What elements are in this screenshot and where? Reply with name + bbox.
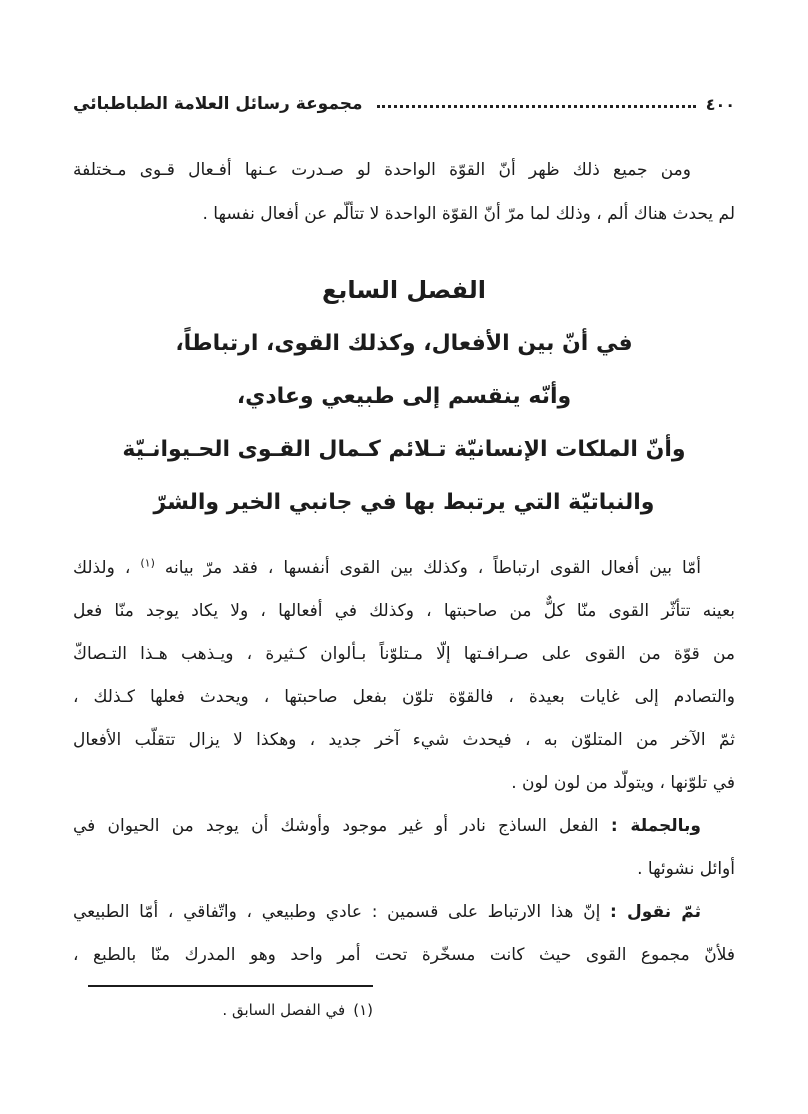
paragraph-lead: وبالجملة : [610, 816, 701, 836]
body-line: بعينه تتأثّر القوى منّا كلٌّ من صاحبتها ، وكذلك في أفعالها ، ولا يكاد يوجد منّا فعل [73, 601, 735, 621]
body-line: أوائل نشوئها . [637, 859, 735, 879]
paragraph-lead: ثمّ نقول : [610, 902, 702, 922]
paragraph [73, 547, 735, 805]
paragraph [73, 891, 735, 977]
intro-line: ومن جميع ذلك ظهر أنّ القوّة الواحدة لو صـدرت عـنها أفـعال قـوى مـختلفة [73, 160, 691, 180]
footnote-text: في الفصل السابق . [222, 1001, 346, 1019]
dot-leader [377, 105, 696, 108]
body-line: من قوّة من القوى على صـرافـتها إلّا مـتلوّناً بـألوان كـثيرة ، ويـذهب هـذا التـصاكّ [73, 644, 735, 664]
chapter-heading [73, 264, 735, 529]
body-line-text: ، ولذلك [73, 558, 131, 578]
chapter-title: الفصل السابع [321, 276, 486, 304]
body-line [73, 805, 735, 848]
body-line-text: أمّا بين أفعال القوى ارتباطاً ، وكذلك بين القوى أنفسها ، فقد مرّ بيانه [164, 558, 702, 578]
footnote [73, 997, 373, 1023]
body-line-text: الفعل الساذج نادر أو غير موجود وأوشك أن يوجد من الحيوان في [73, 816, 599, 836]
body-line: ثمّ الآخر من المتلوّن به ، فيحدث شيء آخر جديد ، وهكذا لا يزال تتقلّب الأفعال [73, 730, 735, 750]
footnote-block [73, 985, 373, 1023]
book-title: مجموعة رسائل العلامة الطباطبائي [73, 94, 363, 114]
page-number: ٤٠٠ [705, 95, 735, 114]
body-line [73, 547, 735, 590]
footnote-separator [88, 985, 373, 987]
body-text [73, 547, 735, 977]
intro-line: لم يحدث هناك ألم ، وذلك لما مرّ أنّ القوّة الواحدة لا تتألّم عن أفعال نفسها . [202, 204, 735, 224]
paragraph [73, 805, 735, 891]
footnote-reference: (١) [140, 556, 155, 570]
body-line [73, 891, 735, 934]
intro-paragraph [73, 148, 735, 236]
body-line: في تلوّنها ، ويتولّد من لون لون . [511, 773, 735, 793]
footnote-marker: (١) [353, 1001, 373, 1019]
chapter-subtitle-line: وأنّه ينقسم إلى طبيعي وعادي، [236, 384, 572, 409]
body-line: والتصادم إلى غايات بعيدة ، فالقوّة تلوّن بفعل صاحبتها ، ويحدث فعلها كـذلك ، [73, 687, 735, 707]
chapter-subtitle-line: وأنّ الملكات الإنسانيّة تـلائم كـمال القـوى الحـيوانـيّة [122, 437, 686, 462]
running-head [73, 0, 735, 114]
body-line-text: إنّ هذا الارتباط على قسمين : عادي وطبيعي ، واتّفاقي ، أمّا الطبيعي [73, 902, 601, 922]
chapter-subtitle-line: في أنّ بين الأفعال، وكذلك القوى، ارتباطاً، [175, 331, 633, 356]
chapter-subtitle-line: والنباتيّة التي يرتبط بها في جانبي الخير والشرّ [153, 490, 655, 515]
body-line: فلأنّ مجموع القوى حيث كانت مسخّرة تحت أمر واحد وهو المدرك منّا بالطبع ، [73, 945, 735, 965]
